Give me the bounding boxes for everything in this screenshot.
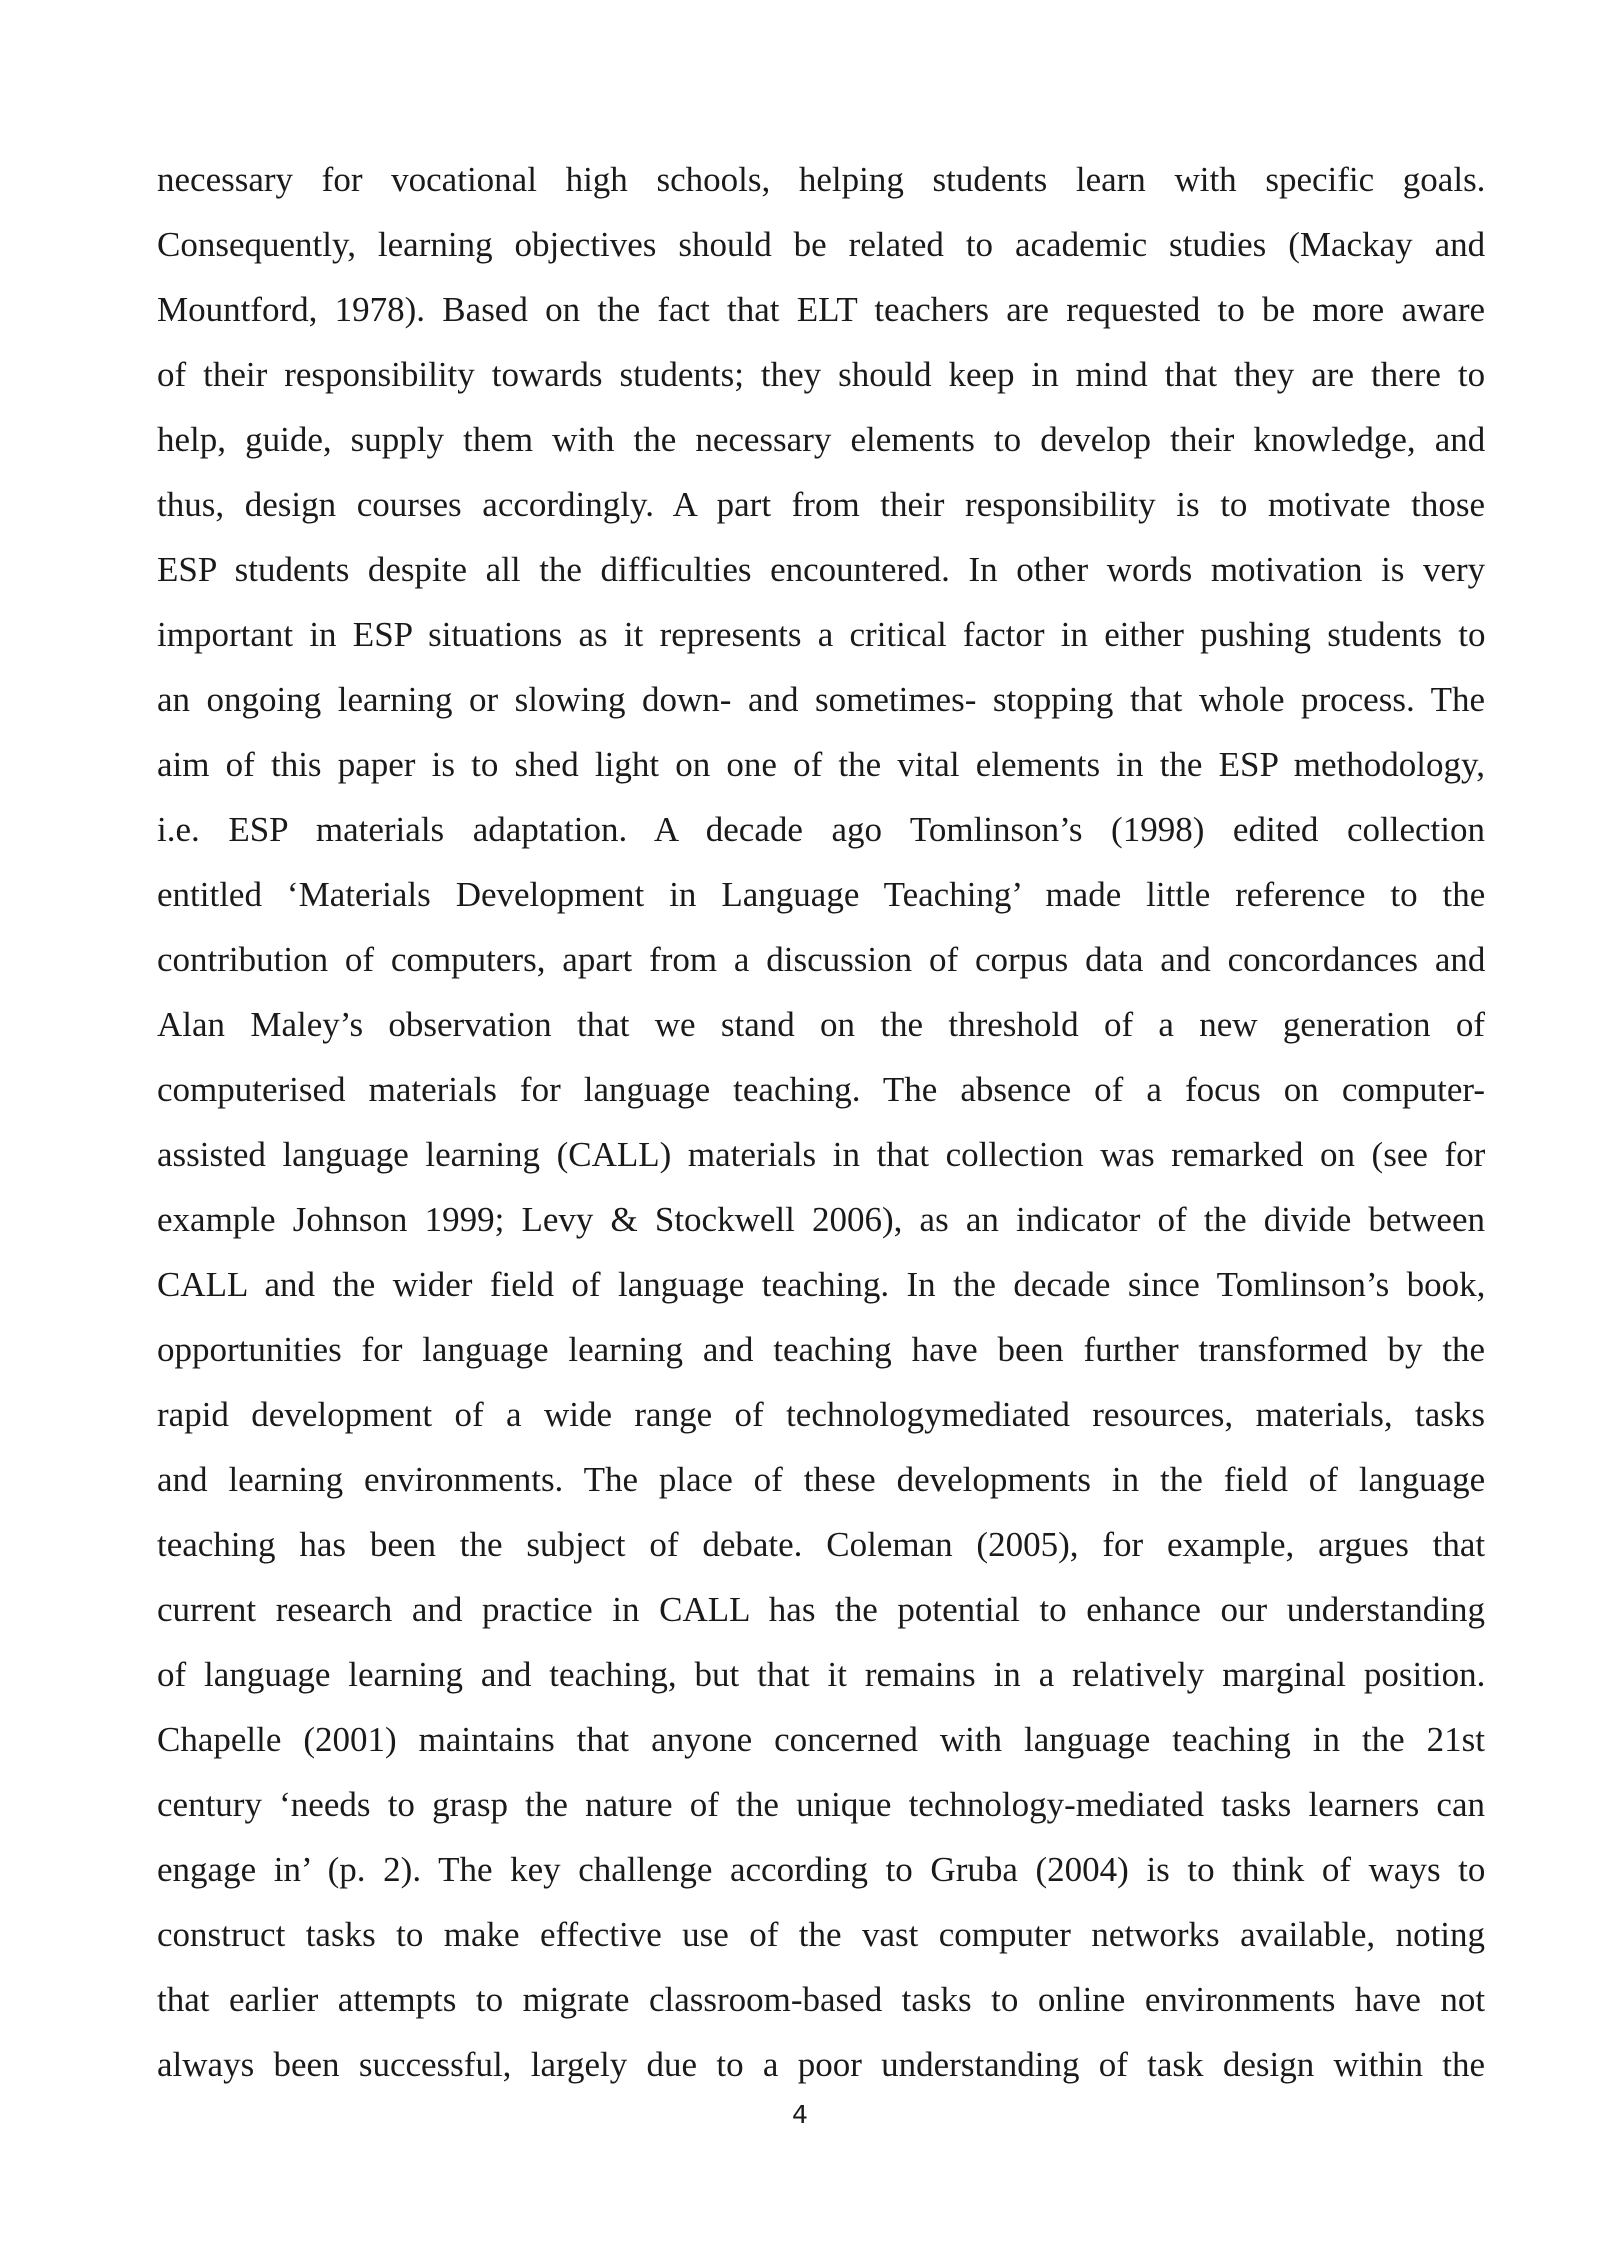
text-line: engage in’ (p. 2). The key challenge according to Gruba (2004) is to think of ways to [157,1850,1485,1889]
text-line: Alan Maley’s observation that we stand on the threshold of a new generation of [157,1005,1485,1044]
text-line: Chapelle (2001) maintains that anyone concerned with language teaching in the 21st [157,1720,1485,1759]
text-line: of language learning and teaching, but that it remains in a relatively marginal position. [157,1655,1485,1694]
text-line: century ‘needs to grasp the nature of the unique technology-mediated tasks learners can [157,1785,1485,1824]
text-line: always been successful, largely due to a poor understanding of task design within the [157,2045,1485,2084]
text-line: an ongoing learning or slowing down- and sometimes- stopping that whole process. The [157,680,1485,719]
text-line: of their responsibility towards students; they should keep in mind that they are there to [157,355,1485,394]
text-line: CALL and the wider field of language teaching. In the decade since Tomlinson’s book, [157,1265,1485,1304]
text-line: important in ESP situations as it represents a critical factor in either pushing students to [157,615,1485,654]
text-line: teaching has been the subject of debate. Coleman (2005), for example, argues that [157,1525,1485,1564]
text-line: and learning environments. The place of these developments in the field of language [157,1460,1485,1499]
text-line: assisted language learning (CALL) materials in that collection was remarked on (see for [157,1135,1485,1174]
body-paragraph [157,147,1485,2097]
text-line: construct tasks to make effective use of the vast computer networks available, noting [157,1915,1485,1954]
text-line: Mountford, 1978). Based on the fact that ELT teachers are requested to be more aware [157,290,1485,329]
text-line: contribution of computers, apart from a discussion of corpus data and concordances and [157,940,1485,979]
text-line: current research and practice in CALL has the potential to enhance our understanding [157,1590,1485,1629]
text-line: example Johnson 1999; Levy & Stockwell 2006), as an indicator of the divide between [157,1200,1485,1239]
text-line: opportunities for language learning and teaching have been further transformed by the [157,1330,1485,1369]
page-number: 4 [792,2100,808,2129]
text-line: necessary for vocational high schools, helping students learn with specific goals. [157,160,1485,199]
text-line: help, guide, supply them with the necessary elements to develop their knowledge, and [157,420,1485,459]
text-line: i.e. ESP materials adaptation. A decade ago Tomlinson’s (1998) edited collection [157,810,1485,849]
text-line: that earlier attempts to migrate classroom-based tasks to online environments have not [157,1980,1485,2019]
text-line: thus, design courses accordingly. A part from their responsibility is to motivate those [157,485,1485,524]
text-line: ESP students despite all the difficulties encountered. In other words motivation is very [157,550,1485,589]
text-line: computerised materials for language teaching. The absence of a focus on computer- [157,1070,1485,1109]
text-line: Consequently, learning objectives should be related to academic studies (Mackay and [157,225,1485,264]
text-line: aim of this paper is to shed light on one of the vital elements in the ESP methodology, [157,745,1485,784]
text-line: entitled ‘Materials Development in Language Teaching’ made little reference to the [157,875,1485,914]
text-line: rapid development of a wide range of technologymediated resources, materials, tasks [157,1395,1485,1434]
